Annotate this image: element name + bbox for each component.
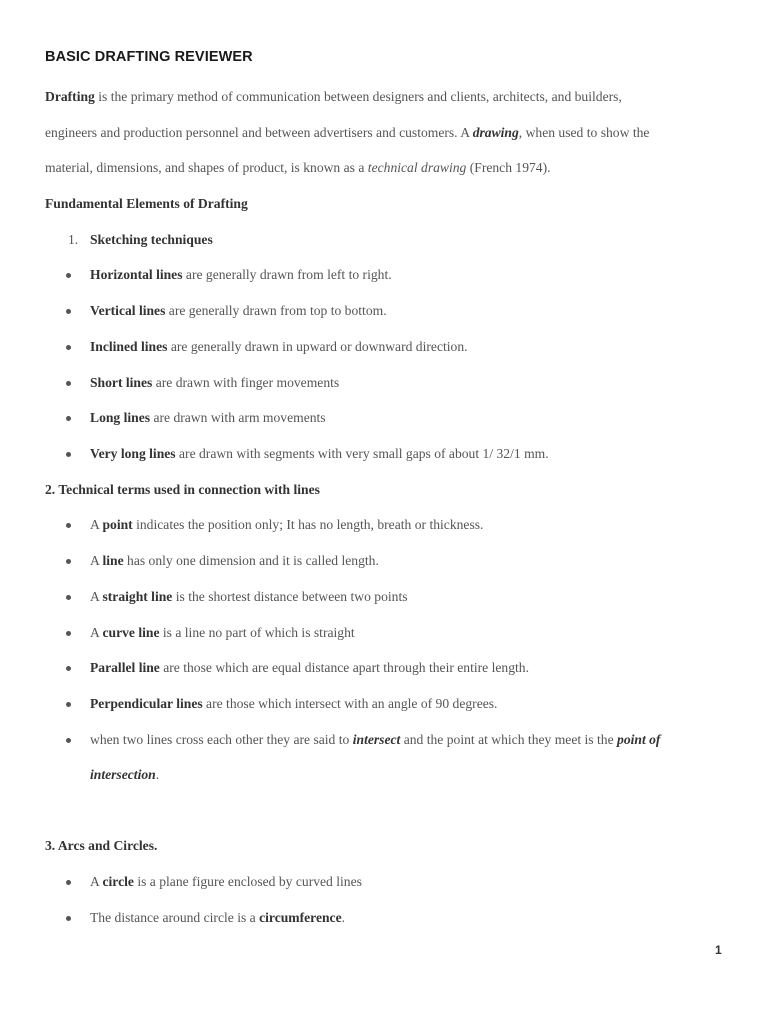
list-item	[90, 624, 355, 642]
list-number: 1.	[68, 232, 79, 247]
list-item	[90, 374, 339, 392]
bullet-icon	[66, 309, 71, 314]
term: curve line	[102, 625, 160, 640]
list-item-intersection	[90, 731, 660, 749]
bullet-icon	[66, 595, 71, 600]
term: straight line	[102, 589, 173, 604]
list-item	[90, 588, 408, 606]
list-item	[90, 516, 483, 534]
definition: are generally drawn from left to right.	[182, 267, 392, 282]
intro-text: is the primary method of communication between designers and clients, architects, and builders,	[94, 89, 622, 104]
definition: are drawn with finger movements	[152, 375, 340, 390]
term: Short lines	[90, 375, 153, 390]
document-title: BASIC DRAFTING REVIEWER	[45, 49, 253, 65]
list-item	[90, 445, 549, 463]
intro-text: (French 1974).	[466, 160, 551, 175]
list-item	[90, 266, 392, 284]
term: Vertical lines	[90, 303, 166, 318]
prefix: A	[90, 874, 103, 889]
intro-text: material, dimensions, and shapes of product, is known as a	[45, 160, 368, 175]
prefix: when two lines cross each other they are said to	[90, 732, 353, 747]
section-1-title: Sketching techniques	[90, 232, 213, 247]
list-item	[90, 338, 468, 356]
bullet-icon	[66, 273, 71, 278]
definition: is the shortest distance between two points	[172, 589, 408, 604]
bullet-icon	[66, 452, 71, 457]
definition: has only one dimension and it is called length.	[123, 553, 379, 568]
prefix: A	[90, 517, 103, 532]
term: Inclined lines	[90, 339, 168, 354]
term-intersect: intersect	[352, 732, 401, 747]
intro-term-drafting: Drafting	[45, 89, 95, 104]
bullet-icon	[66, 880, 71, 885]
definition: are generally drawn in upward or downward direction.	[167, 339, 468, 354]
definition: is a plane figure enclosed by curved lines	[133, 874, 362, 889]
bullet-icon	[66, 345, 71, 350]
intro-term-technical-drawing: technical drawing	[367, 160, 467, 175]
list-item	[90, 302, 387, 320]
intro-text: , when used to show the	[518, 125, 650, 140]
term-intersection: intersection	[90, 767, 156, 782]
term: Very long lines	[90, 446, 176, 461]
definition: are generally drawn from top to bottom.	[165, 303, 387, 318]
definition: are drawn with arm movements	[150, 410, 326, 425]
bullet-icon	[66, 559, 71, 564]
prefix: A	[90, 553, 103, 568]
section-3-title: 3. Arcs and Circles.	[45, 838, 158, 853]
prefix: A	[90, 589, 103, 604]
term: circumference	[259, 910, 342, 925]
section-heading: Fundamental Elements of Drafting	[45, 196, 248, 211]
definition: are those which intersect with an angle of 90 degrees.	[202, 696, 498, 711]
term-point-of: point of	[617, 732, 661, 747]
intro-term-drawing: drawing	[472, 125, 519, 140]
prefix: A	[90, 625, 103, 640]
definition: .	[341, 910, 346, 925]
definition: is a line no part of which is straight	[159, 625, 355, 640]
list-item-continuation	[90, 766, 159, 784]
definition: are those which are equal distance apart through their entire length.	[159, 660, 529, 675]
term: point	[102, 517, 133, 532]
bullet-icon	[66, 702, 71, 707]
list-item	[90, 695, 497, 713]
definition: are drawn with segments with very small gaps of about 1/ 32/1 mm.	[175, 446, 549, 461]
list-item	[90, 409, 326, 427]
bullet-icon	[66, 738, 71, 743]
intro-line-3	[45, 159, 551, 177]
intro-text: engineers and production personnel and between advertisers and customers. A	[45, 125, 473, 140]
intro-line-1	[45, 88, 622, 106]
bullet-icon	[66, 631, 71, 636]
bullet-icon	[66, 381, 71, 386]
bullet-icon	[66, 416, 71, 421]
term: Horizontal lines	[90, 267, 183, 282]
period: .	[155, 767, 160, 782]
prefix: The distance around circle is a	[90, 910, 260, 925]
definition: and the point at which they meet is the	[400, 732, 618, 747]
list-item	[90, 659, 529, 677]
term: Perpendicular lines	[90, 696, 203, 711]
section-2-title: 2. Technical terms used in connection with lines	[45, 482, 320, 497]
term: Parallel line	[90, 660, 160, 675]
term: line	[102, 553, 124, 568]
term: Long lines	[90, 410, 151, 425]
list-item	[90, 873, 362, 891]
definition: indicates the position only; It has no length, breath or thickness.	[132, 517, 484, 532]
page-number: 1	[715, 943, 722, 957]
list-item	[90, 552, 379, 570]
bullet-icon	[66, 916, 71, 921]
bullet-icon	[66, 666, 71, 671]
bullet-icon	[66, 523, 71, 528]
term: circle	[102, 874, 134, 889]
list-item	[90, 909, 345, 927]
intro-line-2	[45, 124, 649, 142]
